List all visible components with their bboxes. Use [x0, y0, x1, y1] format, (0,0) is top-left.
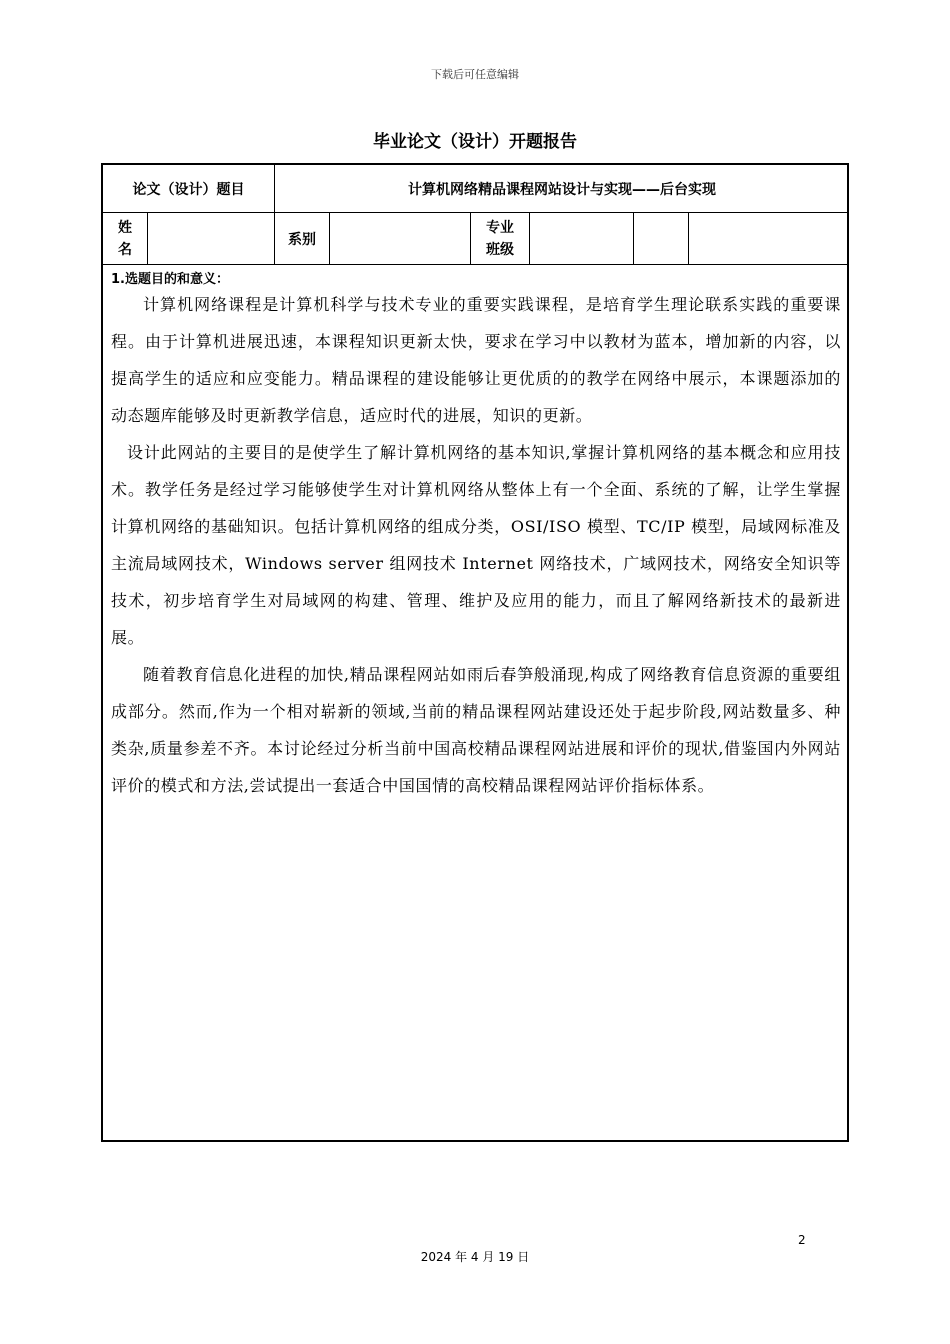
topic-label: 论文（设计）题目	[132, 182, 245, 198]
department-value	[330, 214, 470, 264]
name-value	[148, 214, 274, 264]
name-label	[103, 214, 147, 264]
major-class-label	[471, 214, 529, 264]
col-divider-department-value	[329, 212, 330, 264]
paragraph-3: 随着教育信息化进程的加快,精品课程网站如雨后春笋般涌现,构成了网络教育信息资源的重要组成部分。然而,作为一个相对崭新的领域,当前的精品课程网站建设还处于起步阶段,网站数量多、种类杂,质量参差不齐。本讨论经过分析当前中国高校精品课程网站进展和评价的现状,借鉴国内外网站评价的模式和方法,尝试提出一套适合中国国情的高校精品课程网站评价指标体系。	[111, 665, 841, 795]
section-body	[111, 286, 841, 804]
proposal-form	[101, 163, 849, 1142]
major-class-value-2	[634, 214, 688, 264]
col-divider-major-value-1	[529, 212, 530, 264]
col-divider-major-value-2	[633, 212, 634, 264]
col-divider-name	[147, 212, 148, 264]
name-label-text: 姓名	[118, 220, 132, 258]
major-class-value-1	[530, 214, 633, 264]
major-class-value-3	[689, 214, 849, 264]
page-number: 2	[798, 1233, 806, 1247]
document-title: 毕业论文（设计）开题报告	[373, 132, 577, 152]
row-divider-2	[103, 264, 849, 265]
topic-value: 计算机网络精品课程网站设计与实现——后台实现	[408, 182, 716, 198]
col-divider-major-label	[470, 212, 471, 264]
footer-date: 2024 年 4 月 19 日	[420, 1250, 530, 1264]
department-label: 系别	[288, 232, 316, 248]
section-heading: 1.选题目的和意义：	[111, 272, 229, 287]
row-divider-1	[103, 212, 849, 213]
paragraph-2: 设计此网站的主要目的是使学生了解计算机网络的基本知识,掌握计算机网络的基本概念和应用技术。教学任务是经过学习能够使学生对计算机网络从整体上有一个全面、系统的了解，让学生掌握计算机网络的基础知识。包括计算机网络的组成分类，OSI/ISO 模型、TC/IP 模型，局域网标准及主流局域网技术，Windows server 组网技术 Internet 网络技术，广域网技术，网络安全知识等技术，初步培育学生对局域网的构建、管理、维护及应用的能力，而且了解网络新技术的最新进展。	[111, 443, 841, 647]
major-class-label-text: 专业班级	[486, 220, 514, 258]
col-divider-topic	[274, 165, 275, 264]
paragraph-1: 计算机网络课程是计算机科学与技术专业的重要实践课程，是培育学生理论联系实践的重要课程。由于计算机进展迅速，本课程知识更新太快，要求在学习中以教材为蓝本，增加新的内容，以提高学生的适应和应变能力。精品课程的建设能够让更优质的的教学在网络中展示，本课题添加的动态题库能够及时更新教学信息，适应时代的进展，知识的更新。	[111, 295, 841, 425]
col-divider-major-value-3	[688, 212, 689, 264]
header-note: 下载后可任意编辑	[431, 68, 519, 81]
